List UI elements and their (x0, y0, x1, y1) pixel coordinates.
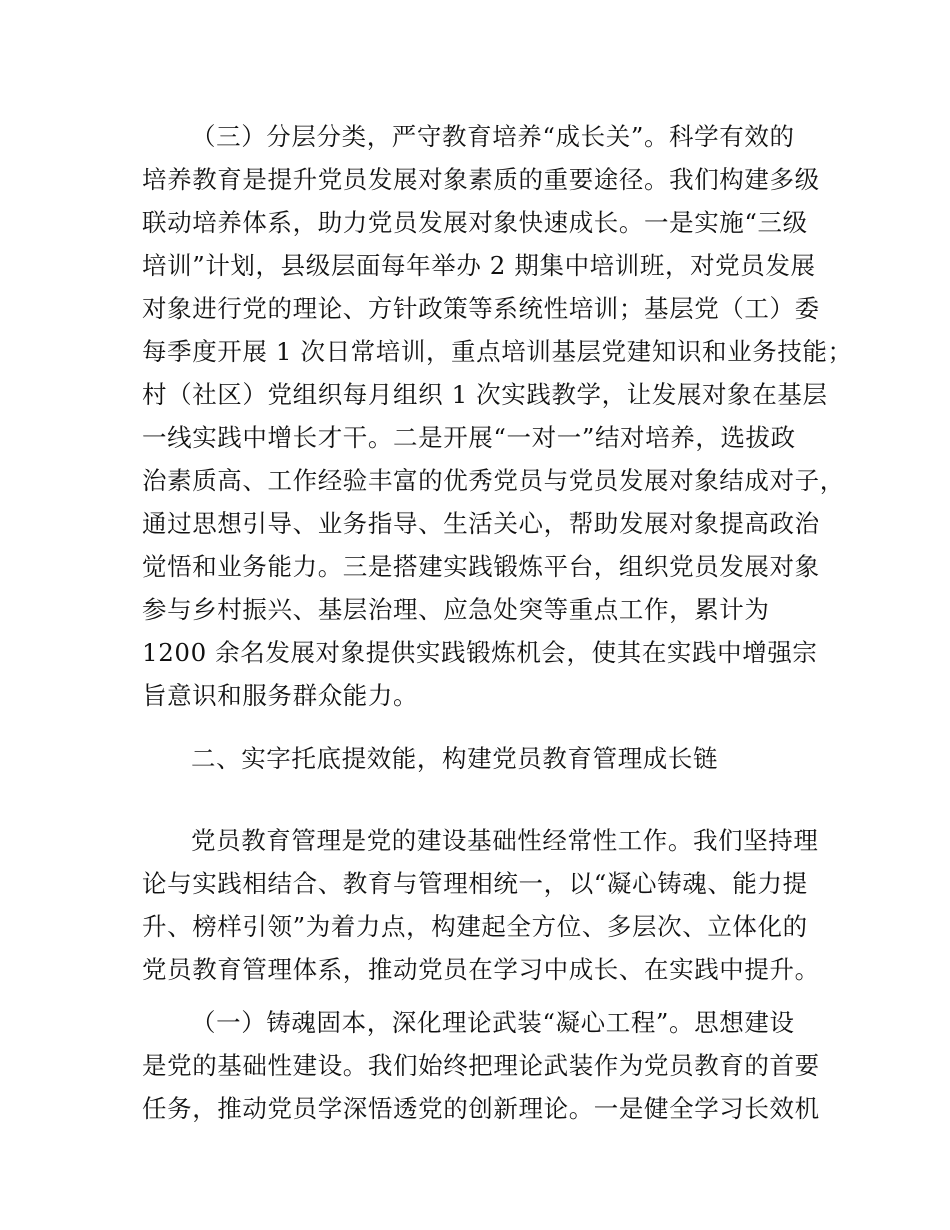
paragraph-line: 培训”计划，县级层面每年举办 2 期集中培训班，对党员发展 (142, 251, 816, 280)
paragraph-line: 党员教育管理体系，推动党员在学习中成长、在实践中提升。 (142, 955, 820, 984)
paragraph-line: 党员教育管理是党的建设基础性经常性工作。我们坚持理 (191, 826, 819, 855)
paragraph-line: （一）铸魂固本，深化理论武装“凝心工程”。思想建设 (191, 1008, 795, 1037)
paragraph-line: 旨意识和服务群众能力。 (142, 681, 419, 710)
paragraph-line: 村（社区）党组织每月组织 1 次实践教学，让发展对象在基层 (142, 380, 828, 409)
paragraph-line: 联动培养体系，助力党员发展对象快速成长。一是实施“三级 (142, 208, 808, 237)
paragraph-line: 培养教育是提升党员发展对象素质的重要途径。我们构建多级 (142, 165, 820, 194)
paragraph-line: 对象进行党的理论、方针政策等系统性培训；基层党（工）委 (142, 294, 820, 323)
paragraph-line: 觉悟和业务能力。三是搭建实践锻炼平台，组织党员发展对象 (142, 552, 820, 581)
paragraph-line: 1200 余名发展对象提供实践锻炼机会，使其在实践中增强宗 (142, 638, 818, 667)
paragraph-line: 每季度开展 1 次日常培训，重点培训基层党建知识和业务技能； (142, 337, 853, 366)
paragraph-line: 通过思想引导、业务指导、生活关心，帮助发展对象提高政治 (142, 509, 820, 538)
paragraph-line: 治素质高、工作经验丰富的优秀党员与党员发展对象结成对子， (142, 466, 845, 495)
paragraph-line: 是党的基础性建设。我们始终把理论武装作为党员教育的首要 (142, 1051, 820, 1080)
paragraph-line: 升、榜样引领”为着力点，构建起全方位、多层次、立体化的 (142, 912, 808, 941)
section-heading-text: 二、实字托底提效能，构建党员教育管理成长链 (191, 744, 719, 773)
paragraph-education-management (142, 819, 820, 991)
paragraph-theory-arming (142, 1001, 820, 1130)
paragraph-line: （三）分层分类，严守教育培养“成长关”。科学有效的 (191, 122, 795, 151)
paragraph-line: 论与实践相结合、教育与管理相统一，以“凝心铸魂、能力提 (142, 869, 808, 898)
paragraph-training-levels (142, 115, 853, 717)
paragraph-line: 参与乡村振兴、基层治理、应急处突等重点工作，累计为 (142, 595, 770, 624)
paragraph-line: 任务，推动党员学深悟透党的创新理论。一是健全学习长效机 (142, 1094, 820, 1123)
paragraph-line: 一线实践中增长才干。二是开展“一对一”结对培养，选拔政 (142, 423, 796, 452)
section-heading (142, 737, 810, 780)
